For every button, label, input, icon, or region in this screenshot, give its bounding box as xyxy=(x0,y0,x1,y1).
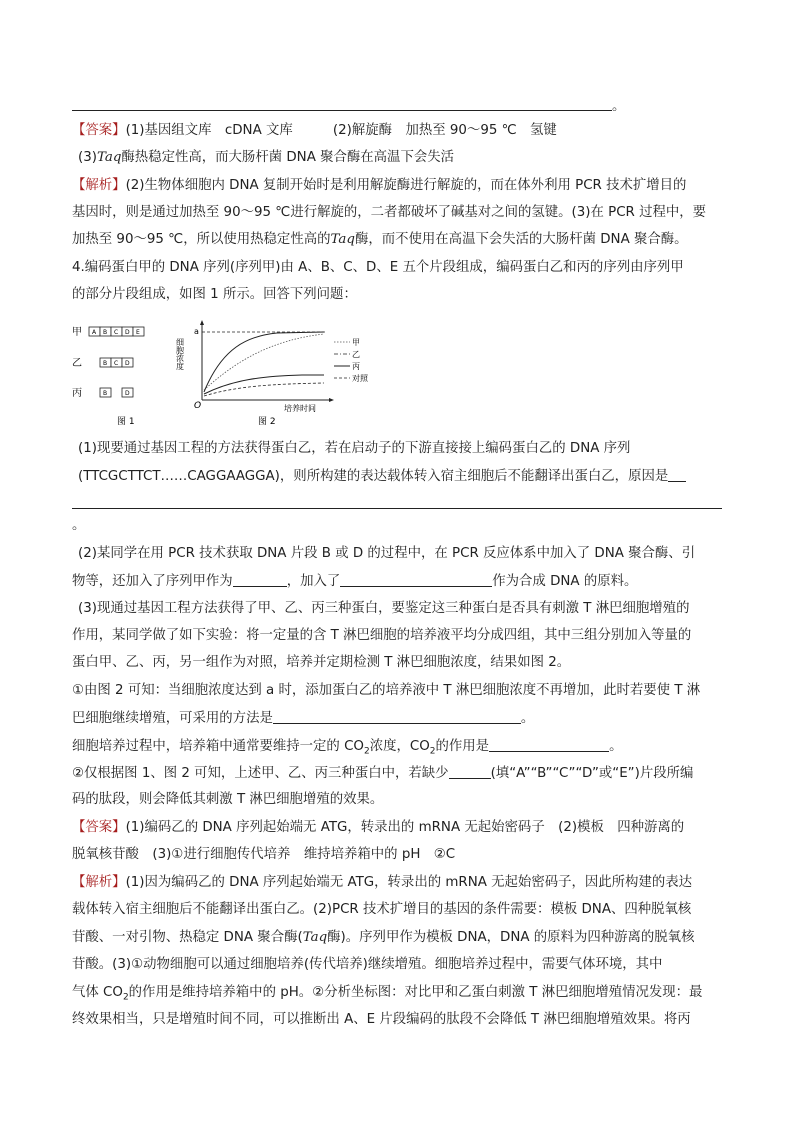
analysis-2-line-6: 终效果相当，只是增殖时间不同，可以推断出 A、E 片段编码的肽段不会降低 T 淋巴细胞增殖效果。将丙 xyxy=(72,1012,691,1027)
legend-control: 对照 xyxy=(352,374,368,383)
analysis-2-line-5: 气体 $CO_2$的作用是维持培养箱中的 pH。②分析坐标图：对比甲和乙蛋白刺激 T 淋巴细胞增殖情况发现：最 xyxy=(72,985,703,1003)
legend-bing: 丙 xyxy=(352,362,360,371)
answer-tag-2: 【答案】 xyxy=(72,820,126,835)
legend xyxy=(334,338,369,383)
analysis-1-line-2: 基因时，则是通过加热至 90～95 ℃进行解旋的，二者都破坏了碱基对之间的氢键。(3)在 PCR 过程中，要 xyxy=(72,205,707,220)
answer-1-line-2: (3)Taq酶热稳定性高，而大肠杆菌 DNA 聚合酶在高温下会失活 xyxy=(78,150,455,165)
sub2-line-2: 物等，还加入了序列甲作为 ，加入了 作为合成 DNA 的原料。 xyxy=(72,574,638,589)
sub3-q1-blank[interactable] xyxy=(273,709,521,724)
sub2-blank-2[interactable] xyxy=(340,572,492,587)
figure-panel xyxy=(72,318,372,430)
legend-jia: 甲 xyxy=(352,338,360,347)
segment-label-b: B xyxy=(103,390,108,397)
sub3-line-2: 作用，某同学做了如下实验：将一定量的含 T 淋巴细胞的培养液平均分成四组，其中三组分别加入等量的 xyxy=(72,628,692,643)
sub1-answer-line[interactable] xyxy=(72,508,722,509)
curve-bing xyxy=(204,375,324,394)
curve-yi xyxy=(204,334,324,390)
sub3-q2-blank[interactable] xyxy=(449,764,491,779)
row-label-bing: 丙 xyxy=(72,388,82,399)
legend-yi: 乙 xyxy=(352,350,360,359)
figure-1 xyxy=(72,326,144,427)
segment-label-a: A xyxy=(92,329,97,336)
question-4-line-2: 的部分片段组成，如图 1 所示。回答下列问题： xyxy=(72,287,357,302)
y-axis-arrow xyxy=(200,320,204,325)
analysis-2-line-4: 苷酸。(3)①动物细胞可以通过细胞培养(传代培养)继续增殖。细胞培养过程中，需要气体环境，其中 xyxy=(72,957,663,972)
segment-label-b: B xyxy=(103,329,108,336)
sub1-end-mark: 。 xyxy=(72,518,86,533)
sub2-blank-1[interactable] xyxy=(233,572,287,587)
segment-label-d: D xyxy=(125,329,130,336)
sub3-co2-line: 细胞培养过程中，培养箱中通常要维持一定的 $CO_2$浓度，$CO_2$的作用是 。 xyxy=(72,739,623,757)
figure-2 xyxy=(176,320,369,427)
sub3-co2-blank[interactable] xyxy=(489,737,609,752)
analysis-tag-2: 【解析】 xyxy=(72,875,126,890)
a-label: a xyxy=(194,327,199,336)
analysis-2-line-1: 【解析】(1)因为编码乙的 DNA 序列起始端无 ATG，转录出的 mRNA 无起始密码子，因此所构建的表达 xyxy=(72,875,692,890)
sub3-line-3: 蛋白甲、乙、丙，另一组作为对照，培养并定期检测 T 淋巴细胞浓度，结果如图 2。 xyxy=(72,655,571,670)
answer-blank-line xyxy=(72,110,612,111)
analysis-2-line-2: 载体转入宿主细胞后不能翻译出蛋白乙。(2)PCR 技术扩增目的基因的条件需要：模板 DNA、四种脱氧核 xyxy=(72,902,692,917)
analysis-1-line-3: 加热至 90～95 ℃，所以使用热稳定性高的Taq酶，而不使用在高温下会失活的大肠杆菌 DNA 聚合酶。 xyxy=(72,232,688,247)
segment-label-d: D xyxy=(125,360,130,367)
sub3-q2-line-2: 码的肽段，则会降低其刺激 T 淋巴细胞增殖的效果。 xyxy=(72,792,384,807)
origin-label: O xyxy=(194,401,202,411)
row-label-jia: 甲 xyxy=(72,327,82,338)
fig1-caption: 图 1 xyxy=(117,417,135,427)
segment-label-d: D xyxy=(125,390,130,397)
curve-jia xyxy=(204,332,324,392)
sub3-q2-line-1: ②仅根据图 1、图 2 可知，上述甲、乙、丙三种蛋白中，若缺少 (填“A”“B”“C”“D”或“E”)片段所编 xyxy=(72,766,694,781)
sub3-q1-line-2: 巴细胞继续增殖，可采用的方法是 。 xyxy=(72,711,535,726)
end-mark: 。 xyxy=(612,99,626,114)
x-axis-arrow xyxy=(329,398,334,402)
analysis-2-line-3: 苷酸、一对引物、热稳定 DNA 聚合酶(Taq酶)。序列甲作为模板 DNA，DNA 的原料为四种游离的脱氧核 xyxy=(72,930,695,945)
sub3-q1-line-1: ①由图 2 可知：当细胞浓度达到 a 时，添加蛋白乙的培养液中 T 淋巴细胞浓度不再增加，此时若要使 T 淋 xyxy=(72,683,701,698)
answer-2-line-2: 脱氧核苷酸 (3)①进行细胞传代培养 维持培养箱中的 pH ②C xyxy=(72,847,456,862)
sub1-line-1: (1)现要通过基因工程的方法获得蛋白乙，若在启动子的下游直接接上编码蛋白乙的 DNA 序列 xyxy=(78,441,631,456)
answer-2-line-1: 【答案】(1)编码乙的 DNA 序列起始端无 ATG，转录出的 mRNA 无起始密码子 (2)模板 四种游离的 xyxy=(72,820,685,835)
analysis-tag: 【解析】 xyxy=(72,178,126,193)
fig2-caption: 图 2 xyxy=(258,417,276,427)
analysis-1-line-1: 【解析】(2)生物体细胞内 DNA 复制开始时是利用解旋酶进行解旋的，而在体外利用 PCR 技术扩增目的 xyxy=(72,178,687,193)
segment-label-c: C xyxy=(114,360,119,367)
sub1-blank[interactable] xyxy=(668,467,686,482)
question-4-line-1: 4.编码蛋白甲的 DNA 序列(序列甲)由 A、B、C、D、E 五个片段组成，编码蛋白乙和丙的序列由序列甲 xyxy=(72,260,684,275)
x-axis-label: 培养时间 xyxy=(284,404,316,413)
segment-boxes xyxy=(89,327,144,397)
sub3-line-1: (3)现通过基因工程方法获得了甲、乙、丙三种蛋白，要鉴定这三种蛋白是否具有刺激 T 淋巴细胞增殖的 xyxy=(78,601,690,616)
figures-svg xyxy=(72,318,372,430)
segment-label-b: B xyxy=(103,360,108,367)
answer-1-line-1: 【答案】(1)基因组文库 cDNA 文库 (2)解旋酶 加热至 90～95 ℃ 氢键 xyxy=(72,123,557,138)
curve-control xyxy=(204,383,324,396)
segment-label-c: C xyxy=(114,329,119,336)
sub1-line-2: (TTCGCTTCT……CAGGAAGGA)，则所构建的表达载体转入宿主细胞后不能翻译出蛋白乙，原因是 xyxy=(78,467,722,486)
row-label-yi: 乙 xyxy=(72,358,82,369)
sub2-line-1: (2)某同学在用 PCR 技术获取 DNA 片段 B 或 D 的过程中，在 PCR 反应体系中加入了 DNA 聚合酶、引 xyxy=(78,546,696,561)
segment-label-e: E xyxy=(136,329,140,336)
y-axis-label: 细胞浓度 xyxy=(175,338,185,370)
answer-tag: 【答案】 xyxy=(72,123,126,138)
